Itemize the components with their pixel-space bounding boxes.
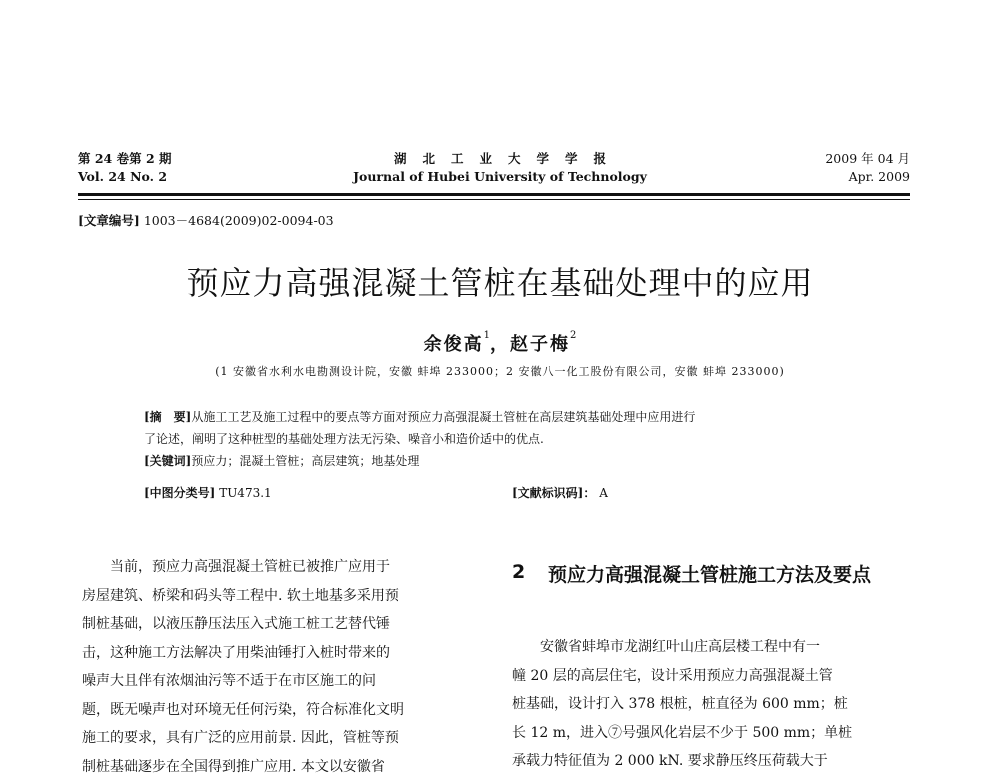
article-number-value: 1003－4684(2009)02-0094-03 [144,213,334,228]
abstract-line-2: 了论述，阐明了这种桩型的基础处理方法无污染、噪音小和造价适中的优点. [144,428,864,450]
body-line: 桩基础，设计打入 378 根桩，桩直径为 600 mm；桩 [512,690,916,719]
body-left-column [82,553,482,781]
article-number [78,211,334,229]
journal-name-cn: 湖北工业大学学报 [0,150,1000,168]
affiliation: (1 安徽省水利水电勘测设计院，安徽 蚌埠 233000；2 安徽八一化工股份有限公司，安徽 蚌埠 233000) [0,363,1000,379]
header-rule-thick [78,193,910,196]
issue-date [825,150,910,186]
body-line: 长 12 m，进入⑦号强风化岩层不少于 500 mm；单桩 [512,719,916,748]
clc-number [144,484,272,501]
date-en: Apr. 2009 [825,168,910,186]
volume-cn: 第 24 卷第 2 期 [78,150,172,168]
body-line: 击，这种施工方法解决了用柴油锤打入桩时带来的 [82,639,482,668]
document-code-label: [文献标识码]： [512,486,595,500]
author-separator: ， [490,334,510,355]
section-title: 预应力高强混凝土管桩施工方法及要点 [548,560,918,590]
volume-en: Vol. 24 No. 2 [78,168,172,186]
author-1-affil-mark: 1 [484,330,490,341]
author-2-affil-mark: 2 [570,330,576,341]
abstract-block [144,406,864,472]
body-line: 噪声大且伴有浓烟油污等不适于在市区施工的问 [82,667,482,696]
abstract-line-1 [144,406,864,428]
body-line: 幢 20 层的高层住宅，设计采用预应力高强混凝土管 [512,662,916,691]
date-cn: 2009 年 04 月 [825,150,910,168]
body-line: 制桩基础逐步在全国得到推广应用. 本文以安徽省 [82,753,482,781]
document-code [512,484,608,501]
header-rule-thin [78,199,910,200]
author-2: 赵子梅 [510,334,570,355]
body-right-column [512,633,916,776]
body-line: 安徽省蚌埠市龙湖红叶山庄高层楼工程中有一 [512,633,916,662]
keywords-value: 预应力；混凝土管桩；高层建筑；地基处理 [191,454,419,468]
article-number-label: [文章编号] [78,213,140,228]
document-code-value: A [599,486,608,500]
keywords-label: [关键词] [144,454,191,468]
keywords [144,450,864,472]
clc-label: [中图分类号] [144,486,215,500]
section-number: 2 [512,561,525,583]
body-line: 当前，预应力高强混凝土管桩已被推广应用于 [82,553,482,582]
body-line: 承载力特征值为 2 000 kN. 要求静压终压荷载大于 [512,747,916,776]
abstract-text-1: 从施工工艺及施工过程中的要点等方面对预应力高强混凝土管桩在高层建筑基础处理中应用进行 [191,410,695,424]
author-1: 余俊高 [424,334,484,355]
abstract-label: [摘 要] [144,410,191,424]
journal-name-en: Journal of Hubei University of Technology [0,168,1000,186]
body-line: 制桩基础，以液压静压法压入式施工桩工艺替代锤 [82,610,482,639]
body-line: 房屋建筑、桥梁和码头等工程中. 软土地基多采用预 [82,582,482,611]
body-line: 题，既无噪声也对环境无任何污染，符合标准化文明 [82,696,482,725]
clc-value: TU473.1 [219,486,271,500]
article-title: 预应力高强混凝土管桩在基础处理中的应用 [0,258,1000,304]
body-line: 施工的要求，具有广泛的应用前景. 因此，管桩等预 [82,724,482,753]
authors [0,330,1000,356]
